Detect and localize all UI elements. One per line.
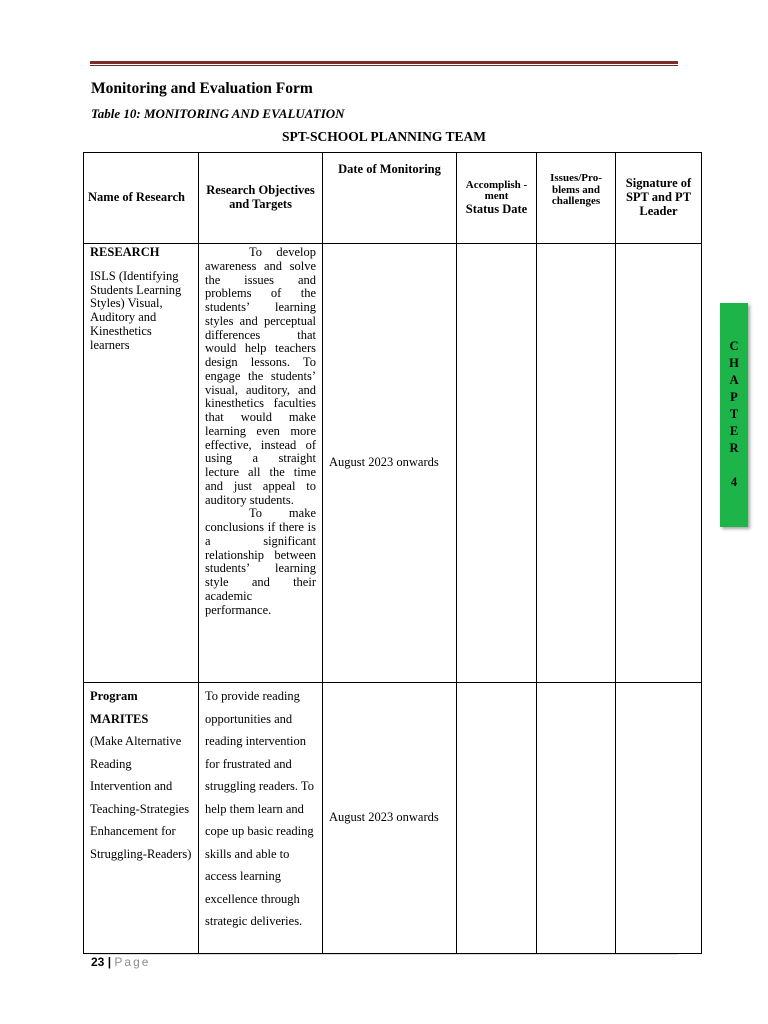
chapter-letter: C (729, 339, 739, 353)
table-caption: Table 10: MONITORING AND EVALUATION (91, 106, 345, 121)
chapter-letter: A (729, 373, 739, 387)
research-name: ISLS (Identifying Students Learning Styles) Visual, Auditory and Kinesthetics learners (90, 268, 182, 352)
row-label: RESEARCH (90, 245, 160, 259)
objective-text: To develop awareness and solve the issues and problems of the students’ learning styles and perceptual differences that would help teachers design lessons. To engage the students’ visual, auditory, and kinesthetics faculties that would make learning even more effective, instead of using a straight lecture all the time and just appeal to auditory students. (205, 245, 316, 507)
table-row (84, 244, 702, 683)
research-objectives-cell (199, 244, 323, 683)
chapter-letter: P (730, 390, 738, 404)
team-title: SPT-SCHOOL PLANNING TEAM (281, 129, 487, 144)
accomplishment-cell (457, 244, 537, 683)
header-issues (537, 153, 616, 244)
objective-text: To make conclusions if there is a significant relationship between students’ learning style and their academic performance. (205, 506, 316, 617)
date-of-monitoring-cell: August 2023 onwards (323, 683, 457, 954)
row-label: Program MARITES (90, 689, 149, 726)
header-name-of-research: Name of Research (84, 153, 199, 244)
date-of-monitoring-cell: August 2023 onwards (323, 244, 457, 683)
signature-cell (616, 244, 702, 683)
monitoring-evaluation-table (83, 152, 702, 954)
chapter-letter: T (729, 407, 739, 421)
page-footer (91, 955, 150, 969)
signature-cell (616, 683, 702, 954)
header-rule-thick (90, 61, 678, 64)
header-rule-thin (90, 65, 678, 66)
chapter-letter: H (729, 356, 739, 370)
chapter-tab (720, 303, 748, 527)
header-objectives: Research Objectives and Targets (199, 153, 323, 244)
issues-cell (537, 244, 616, 683)
research-name-cell (84, 244, 199, 683)
header-accomplishment (457, 153, 537, 244)
header-issues-label: Issues/Pro- blems and challenges (550, 172, 602, 208)
footer-separator: | (107, 955, 112, 969)
form-title: Monitoring and Evaluation Form (91, 80, 313, 97)
page-number: 23 (91, 955, 105, 969)
table-row (84, 683, 702, 954)
page-label: Page (114, 955, 151, 969)
header-accomplishment-label: Accomplish -ment (465, 178, 528, 203)
chapter-letter: R (729, 441, 739, 455)
footer-rule (90, 954, 678, 955)
header-status-date-label: Status Date (465, 201, 528, 216)
header-date-of-monitoring: Date of Monitoring (323, 153, 457, 244)
chapter-letter: E (729, 424, 739, 438)
research-objectives-cell: To provide reading opportunities and reading intervention for frustrated and struggling readers. To help them learn and cope up basic reading skills and able to access learning excellence through strategic deliveries. (199, 683, 323, 954)
research-name: (Make Alternative Reading Intervention and Teaching-Strategies Enhancement for Struggling-Readers) (90, 734, 192, 861)
chapter-tab-letters (720, 338, 748, 491)
chapter-number: 4 (730, 475, 738, 489)
issues-cell (537, 683, 616, 954)
research-name-cell (84, 683, 199, 954)
accomplishment-cell (457, 683, 537, 954)
table-header-row (84, 153, 702, 244)
header-signature: Signature of SPT and PT Leader (616, 153, 702, 244)
